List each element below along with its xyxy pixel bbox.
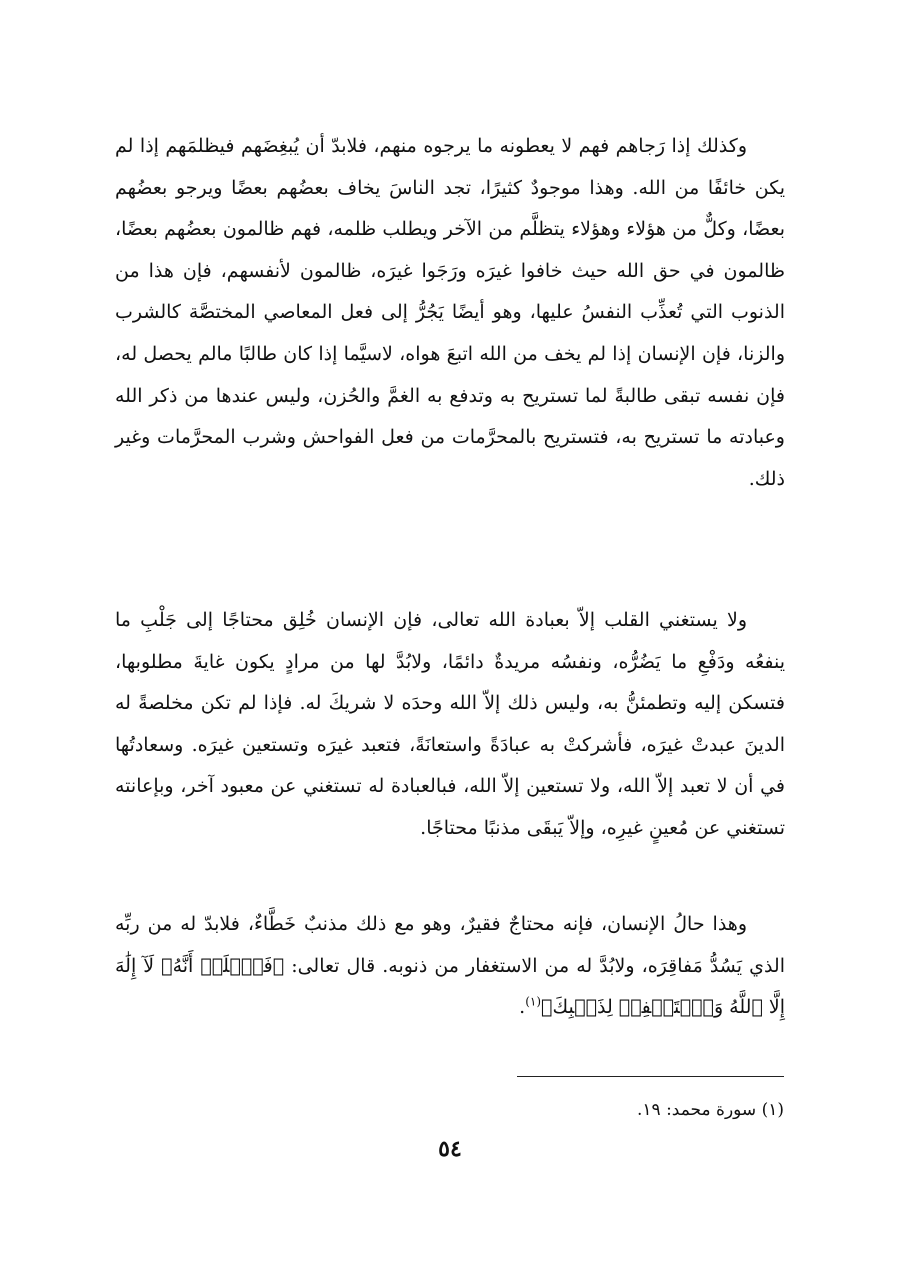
- footnote-divider: [517, 1076, 784, 1077]
- paragraph-1: وكذلك إذا رَجاهم فهم لا يعطونه ما يرجوه منهم، فلابدّ أن يُبغِضَهم فيظلمَهم إذا لم يكن خائفًا من الله. وهذا موجودٌ كثيرًا، تجد الناسَ يخاف بعضُهم بعضًا ويرجو بعضُهم بعضًا، وكلٌّ من هؤلاء وهؤلاء يتظلَّم من الآخر ويطلب ظلمه، فهم ظالمون بعضُهم بعضًا، ظالمون في حق الله حيث خافوا غيرَه ورَجَوا غيرَه، ظالمون لأنفسهم، فإن هذا من الذنوب التي تُعذِّب النفسُ عليها، وهو أيضًا يَجُرُّ إلى فعل المعاصي المختصَّة كالشرب والزنا، فإن الإنسان إذا لم يخف من الله اتبعَ هواه، لاسيَّما إذا كان طالبًا مالم يحصل له، فإن نفسه تبقى طالبةً لما تستريح به وتدفع به الغمَّ والحُزن، وليس عندها من ذكر الله وعبادته ما تستريح به، فتستريح بالمحرَّمات من فعل الفواحش وشرب المحرَّمات وغير ذلك.: [115, 135, 785, 490]
- footnote-marker: (١): [525, 994, 542, 1009]
- paragraph-3-end: .: [519, 996, 526, 1019]
- paragraph-3: [115, 904, 785, 1029]
- page-number: ٥٤: [438, 1136, 462, 1162]
- footnote: (١) سورة محمد: ١٩.: [637, 1100, 784, 1120]
- paragraph-3-text: وهذا حالُ الإنسان، فإنه محتاجٌ فقيرٌ، وهو مع ذلك مذنبٌ خَطَّاءٌ، فلابدّ له من ربِّه الذي يَسُدُّ مَفاقِرَه، ولابُدَّ له من الاستغفار من ذنوبه. قال تعالى:: [115, 913, 785, 977]
- paragraph-2: ولا يستغني القلب إلاّ بعبادة الله تعالى، فإن الإنسان خُلِق محتاجًا إلى جَلْبِ ما ينفعُه ودَفْعِ ما يَضُرُّه، ونفسُه مريدةٌ دائمًا، ولابُدَّ لها من مرادٍ يكون غايةَ مطلوبها، فتسكن إليه وتطمئنُّ به، وليس ذلك إلاّ الله وحدَه لا شريكَ له. فإذا لم تكن مخلصةً له الدينَ عبدتْ غيرَه، فأشركتْ به عبادَةً واستعانَةً، فتعبد غيرَه وتستعين غيرَه. وسعادتُها في أن لا تعبد إلاّ الله، ولا تستعين إلاّ الله، فبالعبادة له تستغني عن معبود آخر، وبإعانته تستغني عن مُعينٍ غيرِه، وإلاّ يَبقَى مذنبًا محتاجًا.: [115, 609, 785, 839]
- quran-verse: ﴿فَٱعۡلَمۡ أَنَّهُۥ لَآ إِلَٰهَ إِلَّا ٱللَّهُ وَٱسۡتَغۡفِرۡ لِذَنۢبِكَ﴾: [115, 954, 785, 1019]
